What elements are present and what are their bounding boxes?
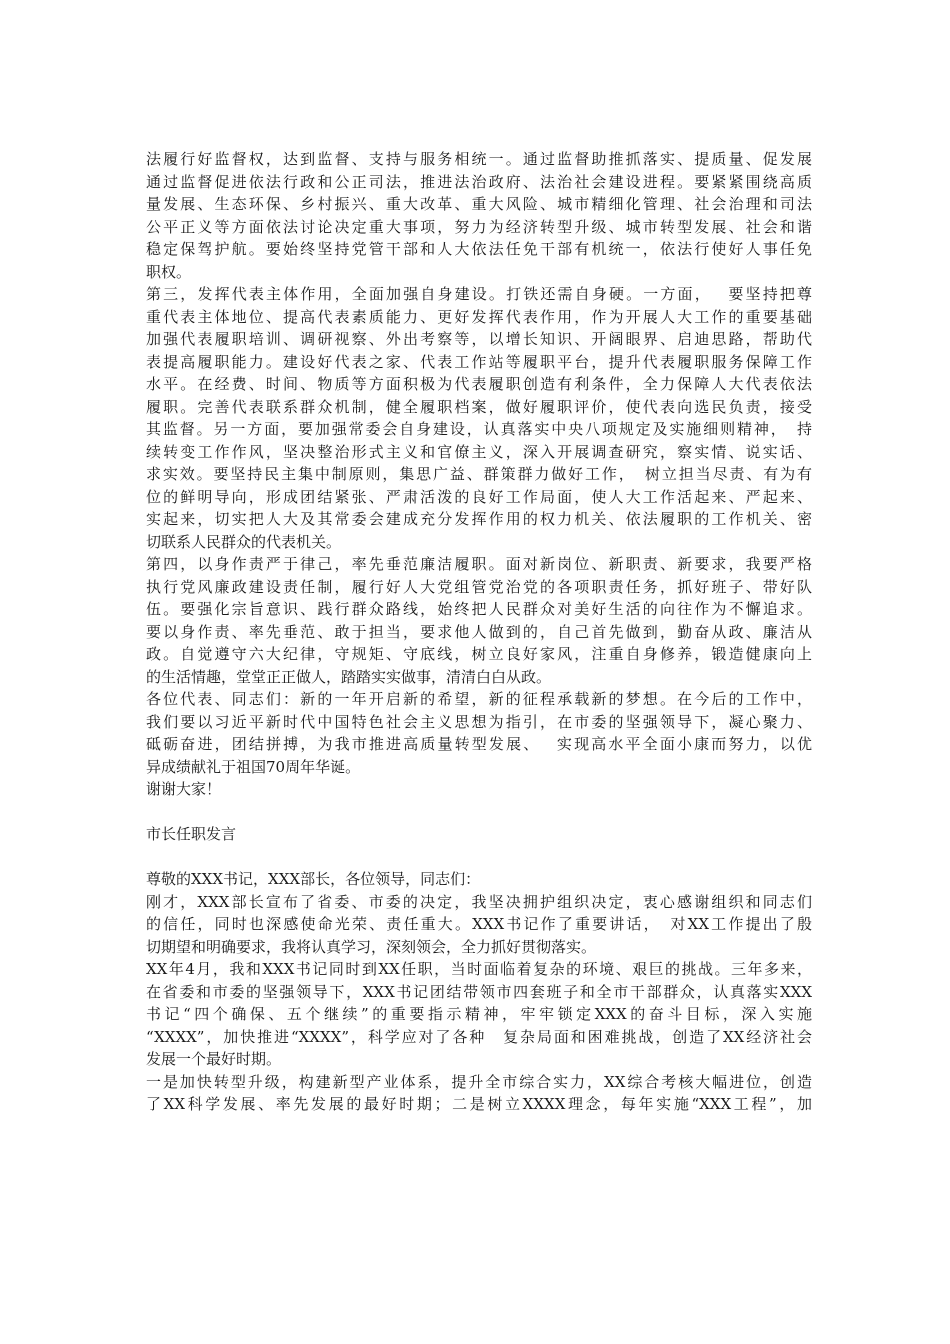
- text-line: 通过监督促进依法行政和公正司法，推进法治政府、法治社会建设进程。要紧紧围绕高质: [146, 172, 812, 191]
- text-line: 切期望和明确要求，我将认真学习，深刻领会，全力抓好贯彻落实。: [146, 937, 597, 956]
- text-line: 履职。完善代表联系群众机制，健全履职档案，做好履职评价，使代表向选民负责，接受: [146, 397, 812, 416]
- text-line: 加强代表履职培训、调研视察、外出考察等，以增长知识、开阔眼界、启迪思路，帮助代: [146, 330, 812, 348]
- paragraph: [146, 148, 812, 283]
- text-line: 要以身作责、率先垂范、敢于担当，要求他人做到的，自己首先做到，勤奋从政、廉洁从: [146, 622, 812, 641]
- text-line: 量发展、生态环保、乡村振兴、重大改革、重大风险、城市精细化管理、社会治理和司法: [146, 195, 812, 213]
- text-line: 刚才，XXX部长宣布了省委、市委的决定，我坚决拥护组织决定，衷心感谢组织和同志们: [146, 892, 812, 911]
- text-line: 稳定保驾护航。要始终坚持党管干部和人大依法任免干部有机统一，依法行使好人事任免: [146, 240, 812, 258]
- paragraph: [146, 688, 812, 778]
- text-line: 伍。要强化宗旨意识、践行群众路线，始终把人民群众对美好生活的向往作为不懈追求。: [146, 600, 812, 618]
- paragraph: [146, 958, 812, 1071]
- text-line: 砥砺奋进，团结拼搏，为我市推进高质量转型发展、 实现高水平全面小康而努力，以优: [146, 735, 812, 753]
- text-line: “XXXX”，加快推进“XXXX”，科学应对了各种 复杂局面和困难挑战，创造了XX经济社会: [146, 1027, 812, 1046]
- text-line: 职权。: [146, 262, 192, 281]
- text-line: 异成绩献礼于祖国70周年华诞。: [146, 757, 361, 776]
- text-line: 实起来，切实把人大及其常委会建成充分发挥作用的权力机关、依法履职的工作机关、密: [146, 510, 812, 528]
- text-line: 在省委和市委的坚强领导下，XXX书记团结带领市四套班子和全市干部群众，认真落实XXX: [146, 982, 812, 1001]
- text-line: 谢谢大家！: [146, 780, 222, 798]
- text-line: 我们要以习近平新时代中国特色社会主义思想为指引，在市委的坚强领导下，凝心聚力、: [146, 712, 812, 731]
- text-line: 书记“四个确保、五个继续”的重要指示精神，牢牢锁定XXX的奋斗目标，深入实施: [146, 1005, 812, 1023]
- text-line: XX年4月，我和XXX书记同时到XX任职，当时面临着复杂的环境、艰巨的挑战。三年多来，: [146, 960, 812, 978]
- text-line: 重代表主体地位、提高代表素质能力、更好发挥代表作用，作为开展人大工作的重要基础: [146, 307, 812, 326]
- text-line: 第三，发挥代表主体作用，全面加强自身建设。打铁还需自身硬。一方面， 要坚持把尊: [146, 285, 812, 303]
- blank-line: [146, 846, 812, 869]
- text-line: 其监督。另一方面，要加强常委会自身建设，认真落实中央八项规定及实施细则精神， 持: [146, 420, 812, 438]
- text-line: 求实效。要坚持民主集中制原则，集思广益、群策群力做好工作， 树立担当尽责、有为有: [146, 465, 812, 483]
- text-line: 的信任，同时也深感使命光荣、责任重大。XXX书记作了重要讲话， 对XX工作提出了殷: [146, 915, 812, 933]
- text-line: 各位代表、同志们：新的一年开启新的希望，新的征程承载新的梦想。在今后的工作中，: [146, 690, 812, 708]
- text-line: 发展一个最好时期。: [146, 1050, 282, 1068]
- text-line: 第四，以身作责严于律己，率先垂范廉洁履职。面对新岗位、新职责、新要求，我要严格: [146, 555, 812, 573]
- text-line: 位的鲜明导向，形成团结紧张、严肃活泼的良好工作局面，使人大工作活起来、严起来、: [146, 487, 812, 506]
- paragraph: [146, 868, 812, 891]
- paragraph: [146, 283, 812, 553]
- text-line: 表提高履职能力。建设好代表之家、代表工作站等履职平台，提升代表履职服务保障工作: [146, 352, 812, 371]
- text-line: 公平正义等方面依法讨论决定重大事项，努力为经济转型升级、城市转型发展、社会和谐: [146, 217, 812, 236]
- text-line: 法履行好监督权，达到监督、支持与服务相统一。通过监督助推抓落实、提质量、促发展: [146, 150, 812, 168]
- text-line: 尊敬的XXX书记，XXX部长，各位领导，同志们：: [146, 870, 481, 888]
- text-line: 了XX科学发展、率先发展的最好时期；二是树立XXXX理念，每年实施“XXX工程”，加: [146, 1095, 812, 1113]
- paragraph: [146, 553, 812, 688]
- blank-line: [146, 801, 812, 824]
- text-line: 续转变工作作风，坚决整治形式主义和官僚主义，深入开展调查研究，察实情、说实话、: [146, 442, 812, 461]
- paragraph: [146, 823, 812, 846]
- text-line: 水平。在经费、时间、物质等方面积极为代表履职创造有利条件，全力保障人大代表依法: [146, 375, 812, 393]
- text-line: 执行党风廉政建设责任制，履行好人大党组管党治党的各项职责任务，抓好班子、带好队: [146, 577, 812, 596]
- text-line: 的生活情趣，堂堂正正做人，踏踏实实做事，清清白白从政。: [146, 667, 552, 686]
- text-line: 一是加快转型升级，构建新型产业体系，提升全市综合实力，XX综合考核大幅进位，创造: [146, 1072, 812, 1091]
- paragraph: [146, 1071, 812, 1116]
- text-line: 切联系人民群众的代表机关。: [146, 532, 342, 551]
- paragraph: [146, 778, 812, 801]
- document-page: [146, 148, 812, 1116]
- text-line: 政。自觉遵守六大纪律，守规矩、守底线，树立良好家风，注重自身修养，锻造健康向上: [146, 645, 812, 663]
- paragraph: [146, 891, 812, 959]
- text-line: 市长任职发言: [146, 825, 237, 843]
